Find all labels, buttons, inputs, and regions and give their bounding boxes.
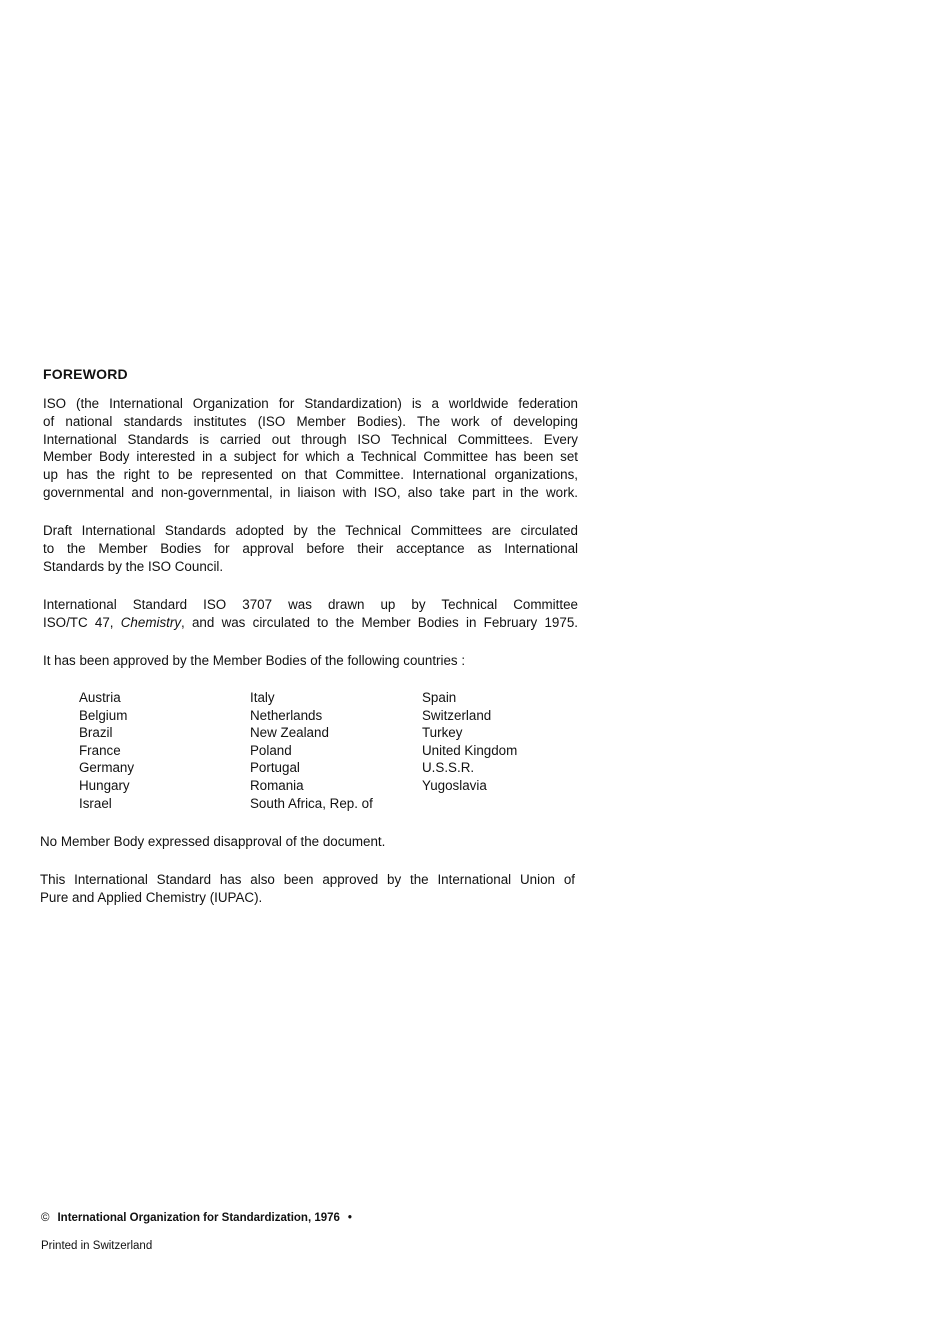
country-item: Austria bbox=[79, 690, 121, 705]
country-item: Spain bbox=[422, 690, 457, 705]
country-item: United Kingdom bbox=[422, 742, 518, 758]
paragraph-approval-intro bbox=[43, 652, 578, 670]
country-item: Switzerland bbox=[422, 707, 492, 723]
text-line: of national standards institutes (ISO Member Bodies). The work of developing bbox=[43, 413, 578, 429]
text-fragment: , and was circulated to the Member Bodies in February 1975. bbox=[181, 614, 578, 630]
countries-column-1 bbox=[79, 689, 134, 812]
country-item: Israel bbox=[79, 795, 112, 811]
text-line: It has been approved by the Member Bodies of the following countries : bbox=[43, 653, 466, 668]
countries-column-2 bbox=[250, 689, 373, 812]
paragraph-iupac-approval bbox=[40, 871, 575, 907]
country-item: Turkey bbox=[422, 725, 463, 741]
country-item: Portugal bbox=[250, 760, 300, 776]
country-item: Italy bbox=[250, 690, 275, 705]
country-item: Romania bbox=[250, 777, 304, 793]
copyright-notice bbox=[41, 1212, 352, 1224]
paragraph-standard-origin bbox=[43, 596, 578, 632]
country-item: France bbox=[79, 742, 121, 758]
country-item: Belgium bbox=[79, 707, 128, 723]
text-line: International Standards is carried out through ISO Technical Committees. Every bbox=[43, 431, 578, 447]
paragraph-iso-description bbox=[43, 395, 578, 502]
foreword-heading: FOREWORD bbox=[43, 366, 128, 382]
country-item: Netherlands bbox=[250, 707, 323, 723]
committee-name: Chemistry bbox=[120, 614, 182, 630]
text-line: governmental and non-governmental, in liaison with ISO, also take part in the work. bbox=[43, 484, 578, 500]
country-item: Hungary bbox=[79, 777, 130, 793]
text-line: International Standard ISO 3707 was drawn up by Technical Committee bbox=[43, 597, 578, 612]
countries-column-3 bbox=[422, 689, 517, 795]
text-line: up has the right to be represented on that Committee. International organizations, bbox=[43, 467, 578, 483]
text-line: No Member Body expressed disapproval of the document. bbox=[40, 834, 386, 849]
country-item: South Africa, Rep. of bbox=[250, 795, 373, 811]
country-item: Brazil bbox=[79, 725, 113, 741]
text-fragment: ISO/TC 47, bbox=[43, 614, 121, 630]
text-line: Member Body interested in a subject for which a Technical Committee has been set bbox=[43, 449, 578, 465]
country-item: Yugoslavia bbox=[422, 777, 487, 793]
text-line: Standards by the ISO Council. bbox=[43, 558, 224, 574]
country-item: Germany bbox=[79, 760, 135, 776]
text-line: Pure and Applied Chemistry (IUPAC). bbox=[40, 889, 263, 905]
text-line bbox=[43, 614, 578, 632]
paragraph-no-disapproval bbox=[40, 833, 575, 851]
country-item: U.S.S.R. bbox=[422, 760, 475, 776]
printed-location: Printed in Switzerland bbox=[41, 1240, 153, 1252]
text-line: This International Standard has also been approved by the International Union of bbox=[40, 872, 575, 887]
paragraph-draft-standards bbox=[43, 522, 578, 575]
country-item: New Zealand bbox=[250, 725, 329, 741]
copyright-text: International Organization for Standardization, 1976 bbox=[57, 1212, 340, 1224]
copyright-icon: © bbox=[41, 1212, 50, 1224]
country-item: Poland bbox=[250, 742, 292, 758]
bullet-icon: • bbox=[347, 1212, 352, 1224]
text-line: Draft International Standards adopted by the Technical Committees are circulated bbox=[43, 523, 578, 538]
text-line: to the Member Bodies for approval before their acceptance as International bbox=[43, 540, 578, 556]
text-line: ISO (the International Organization for Standardization) is a worldwide federation bbox=[43, 396, 578, 411]
